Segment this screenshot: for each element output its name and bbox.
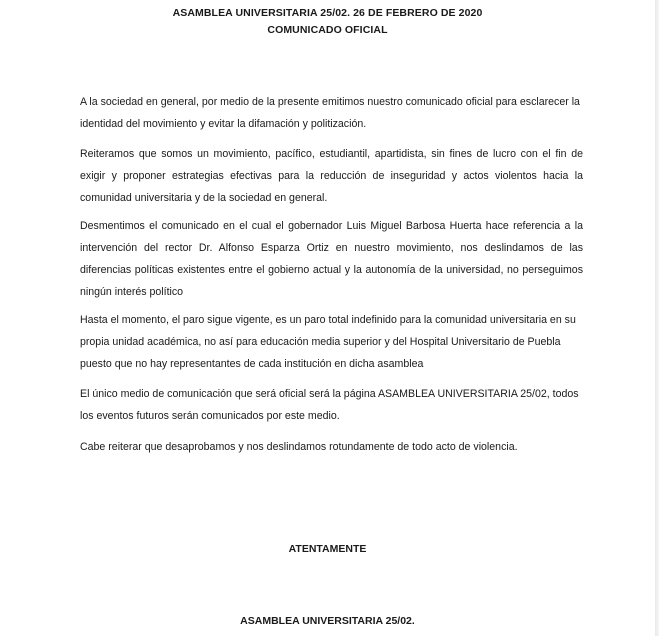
paragraph-movement: Reiteramos que somos un movimiento, pacífico, estudiantil, apartidista, sin fines de lucro con el fin de exigir y proponer estrategias efectivas para la reducción de inseguridad y actos violentos hacia la comunidad universitaria y de la sociedad en general. [80,148,583,204]
paragraph-denial: Desmentimos el comunicado en el cual el gobernador Luis Miguel Barbosa Huerta hace referencia a la intervención del rector Dr. Alfonso Esparza Ortiz en nuestro movimiento, nos deslindamos de las diferencias políticas existentes entre el gobierno actual y la autonomía de la universidad, no perseguimos ningún interés político [80,220,583,298]
page-edge-divider [655,0,659,636]
paragraph-strike: Hasta el momento, el paro sigue vigente, es un paro total indefinido para la comunidad universitaria en su propia unidad académica, no así para educación media superior y del Hospital Universitario de Puebla puesto que no hay representantes de cada institución en dicha asamblea [80,314,576,370]
paragraph-intro: A la sociedad en general, por medio de la presente emitimos nuestro comunicado oficial para esclarecer la identidad del movimiento y evitar la difamación y politización. [80,96,580,130]
paragraph-official-medium: El único medio de comunicación que será oficial será la página ASAMBLEA UNIVERSITARIA 25/02, todos los eventos futuros serán comunicados por este medio. [80,388,579,422]
closing-text: ATENTAMENTE [288,543,367,555]
signature-text: ASAMBLEA UNIVERSITARIA 25/02. [240,615,415,627]
paragraph-violence: Cabe reiterar que desaprobamos y nos deslindamos rotundamente de todo acto de violencia. [80,441,518,453]
document-subtitle: COMUNICADO OFICIAL [267,24,388,36]
document-title: ASAMBLEA UNIVERSITARIA 25/02. 26 DE FEBRERO DE 2020 [172,7,483,19]
